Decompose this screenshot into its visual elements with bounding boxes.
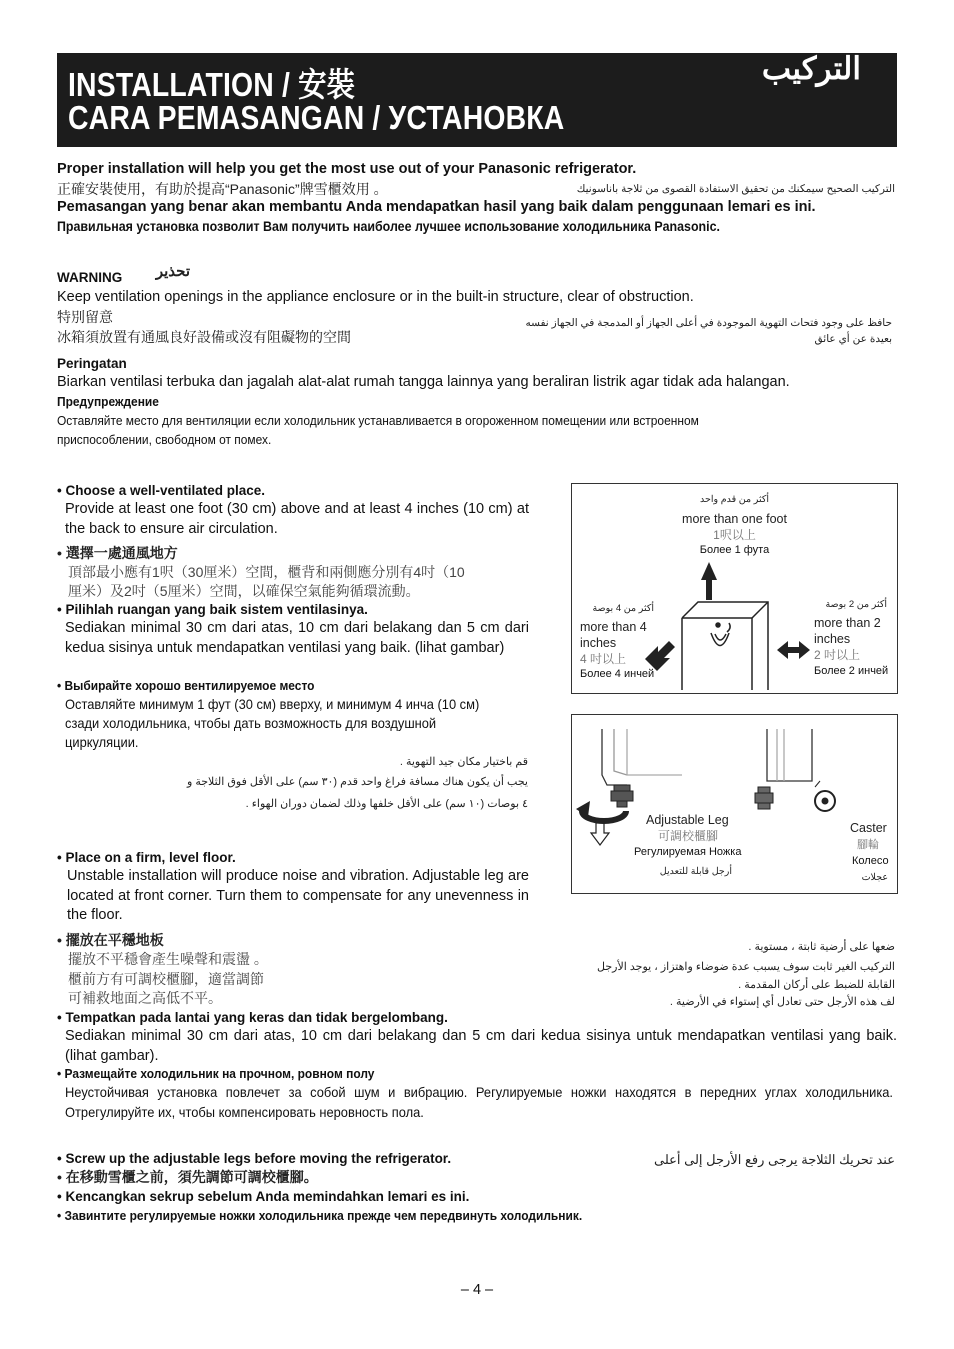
- floor-ru: Неустойчивая установка повлечет за собой шум и вибрацию. Регулируемые ножки находятся в передних углах холодильника. Отрегулируйте их, чтобы компенсировать неровность пола.: [65, 1084, 893, 1120]
- fig2-caster-ru: Колесо: [852, 855, 889, 867]
- fig1-left-ru: Более 4 инчей: [580, 668, 655, 680]
- legs-ru: • Завинтите регулируемые ножки холодильника прежде чем передвинуть холодильник.: [57, 1208, 583, 1223]
- fig1-top-ar: أكثر من قدم واحد: [699, 494, 769, 505]
- fig2-caster-cn: 腳輪: [857, 839, 879, 851]
- warning-cn: 冰箱須放置有通風良好設備或沒有阻礙物的空間: [57, 329, 351, 345]
- legs-ar: عند تحريك الثلاجة يرجى رفع الأرجل إلى أعلى: [654, 1152, 895, 1167]
- intro-ar: التركيب الصحيح سيمكنك من تحقيق الاستفادة القصوى من ثلاجة باناسونيك: [576, 183, 895, 195]
- warning-ru-1: Оставляйте место для вентиляции если холодильник устанавливается в огороженном помещении или встроенном: [57, 413, 699, 428]
- warning-id: Biarkan ventilasi terbuka dan jagalah alat-alat rumah tangga lainnya yang beraliran listrik agar tidak ada halangan.: [57, 374, 790, 390]
- fig1-right-en-1: more than 2: [814, 616, 881, 630]
- double-arrow-icon: [777, 641, 810, 659]
- up-arrow-icon: [701, 562, 717, 600]
- page-header: [57, 53, 897, 147]
- floor-ar-4: لف هذه الأرجل حتى تعادل أي إستواء في الأرضية .: [669, 996, 895, 1008]
- floor-cn-title: • 擺放在平穩地板: [57, 932, 164, 948]
- fig1-top-ru: Более 1 фута: [699, 544, 770, 556]
- vent-cn-1: 頂部最小應有1呎（30厘米）空間，櫃背和兩側應分別有4吋（10: [68, 564, 465, 580]
- floor-ar-2: التركيب الغير ثابت سوف يسبب عدة ضوضاء واهتزاز ، يوجد الأرجل: [597, 961, 895, 973]
- floor-cn-3: 可補救地面之高低不平。: [68, 990, 222, 1006]
- title-line-2: CARA PEMASANGAN / УСТАНОВКА: [68, 99, 565, 136]
- fig1-top-en: more than one foot: [682, 512, 787, 526]
- intro-en: Proper installation will help you get the most use out of your Panasonic refrigerator.: [57, 161, 637, 177]
- figure-clearance: [571, 483, 898, 694]
- vent-cn-title: • 選擇一處通風地方: [57, 545, 178, 561]
- vent-ru-1: Оставляйте минимум 1 фут (30 см) вверху, и минимум 4 инча (10 см): [65, 696, 480, 712]
- floor-ru-title: • Размещайте холодильник на прочном, ровном полу: [57, 1066, 375, 1081]
- down-arrow-icon: [591, 823, 609, 845]
- warning-label-ar: تحذير: [155, 263, 190, 280]
- fig2-caster-en: Caster: [850, 821, 887, 835]
- floor-en: Unstable installation will produce noise and vibration. Adjustable leg are located at front corner. Turn them to compensate for any unevenness in the floor.: [67, 868, 529, 923]
- floor-en-title: • Place on a firm, level floor.: [57, 850, 236, 865]
- vent-ar-2: يجب أن يكون هناك مسافة فراغ واحد قدم (٣٠ سم) على الأقل فوق الثلاجة و: [186, 776, 528, 788]
- vent-ru-title: • Выбирайте хорошо вентилируемое место: [57, 678, 315, 693]
- fig2-leg-ru: Регулируемая Ножка: [634, 846, 742, 858]
- floor-cn-2: 櫃前方有可調校櫃腳，適當調節: [68, 971, 264, 987]
- fig2-leg-en: Adjustable Leg: [646, 813, 729, 827]
- legs-id: • Kencangkan sekrup sebelum Anda memindahkan lemari es ini.: [57, 1189, 470, 1204]
- warning-cn-title: 特別留意: [57, 309, 113, 325]
- vent-ru-2: сзади холодильника, чтобы дать возможность для воздушной: [65, 715, 437, 731]
- adjustable-leg-icon: [611, 785, 633, 807]
- floor-ar-1: ضعها على أرضية ثابتة ، مستوية .: [748, 941, 895, 953]
- floor-cn-1: 擺放不平穩會產生噪聲和震盪 。: [68, 951, 268, 967]
- vent-id-title: • Pilihlah ruangan yang baik sistem ventilasinya.: [57, 602, 368, 617]
- floor-id: Sediakan minimal 30 cm dari atas, 10 cm dari belakang dan 5 cm dari kedua sisinya untuk mendapatkan ventilasi yang baik. (lihat gambar).: [65, 1028, 897, 1064]
- refrigerator-icon: [682, 602, 768, 690]
- vent-id: Sediakan minimal 30 cm dari atas, 10 cm dari belakang dan 5 cm dari kedua sisinya untuk mendapatkan ventilasi yang baik. (lihat gambar): [65, 620, 529, 656]
- vent-en: Provide at least one foot (30 cm) above and at least 4 inches (10 cm) at the back to ensure air circulation.: [65, 501, 529, 537]
- fig1-top-cn: 1呎以上: [713, 528, 756, 542]
- intro-id: Pemasangan yang benar akan membantu Anda mendapatkan hasil yang baik dalam penggunaan lemari es ini.: [57, 199, 816, 215]
- legs-en: • Screw up the adjustable legs before moving the refrigerator.: [57, 1151, 452, 1166]
- vent-en-title: • Choose a well-ventilated place.: [57, 483, 266, 498]
- warning-en: Keep ventilation openings in the appliance enclosure or in the built-in structure, clear of obstruction.: [57, 289, 694, 305]
- warning-ru-title: Предупреждение: [57, 394, 159, 409]
- cabinet-corner-right: [767, 729, 812, 781]
- fig1-right-ar: أكثر من 2 بوصة: [825, 599, 887, 610]
- vent-ar-1: قم باختيار مكان جيد التهوية .: [399, 756, 528, 768]
- caster-icon: [755, 781, 835, 811]
- intro-cn: 正確安裝使用，有助於提高“Panasonic”牌雪櫃效用 。: [57, 181, 388, 197]
- fig2-leg-ar: أرجل قابلة للتعديل: [659, 866, 732, 877]
- warning-id-title: Peringatan: [57, 356, 127, 371]
- title-arabic: التركيب: [761, 51, 861, 86]
- left-right-arrow-icon: [645, 641, 675, 671]
- fig2-leg-cn: 可調校櫃腳: [658, 829, 719, 843]
- fig1-left-ar: أكثر من 4 بوصة: [592, 603, 654, 614]
- fig1-left-en-2: inches: [580, 636, 617, 650]
- legs-cn: • 在移動雪櫃之前，須先調節可調校櫃腳。: [57, 1169, 318, 1185]
- fig1-left-cn: 4 吋以上: [580, 652, 627, 666]
- fig1-illustration: [572, 484, 897, 693]
- fig1-left-en-1: more than 4: [580, 620, 647, 634]
- vent-cn-2: 厘米）及2吋（5厘米）空間，以確保空氣能夠循環流動。: [68, 583, 420, 599]
- vent-ru-3: циркуляции.: [65, 734, 139, 750]
- warning-label: WARNING: [57, 270, 123, 285]
- intro-ru: Правильная установка позволит Вам получить наиболее лучшее использование холодильника Panasonic.: [57, 219, 720, 234]
- floor-id-title: • Tempatkan pada lantai yang keras dan tidak bergelombang.: [57, 1010, 448, 1025]
- fig2-illustration: [572, 715, 897, 893]
- warning-ar-1: حافظ على وجود فتحات التهوية الموجودة في أعلى الجهاز أو المدمجة في الجهاز نفسه: [525, 317, 892, 329]
- fig2-caster-ar: عجلات: [861, 872, 888, 883]
- fig1-right-ru: Более 2 инчей: [814, 665, 889, 677]
- warning-ru-2: приспособлении, свободном от помех.: [57, 432, 272, 447]
- fig1-right-cn: 2 吋以上: [814, 648, 861, 662]
- warning-ar-2: بعيدة عن أي عائق: [814, 333, 892, 345]
- title-line-1: INSTALLATION / 安裝: [68, 66, 356, 103]
- floor-ar-3: القابلة للضبط على أركان المقدمة .: [738, 979, 895, 991]
- page-number: – 4 –: [460, 1282, 494, 1298]
- figure-legs: [571, 714, 898, 894]
- fig1-right-en-2: inches: [814, 632, 851, 646]
- vent-ar-3: ٤ بوصات (١٠ سم) على الأقل خلفها وذلك لضمان دوران الهواء .: [245, 798, 528, 810]
